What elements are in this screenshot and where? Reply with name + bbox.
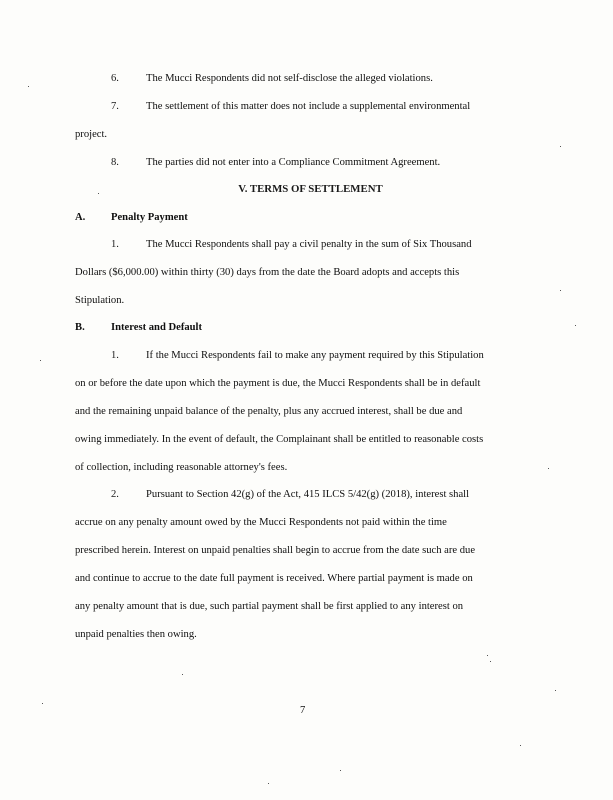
scan-speck <box>555 690 556 691</box>
subsection-a-letter: A. <box>75 212 86 223</box>
a-para1-line3: Stipulation. <box>75 295 125 306</box>
item-7-number: 7. <box>111 101 119 112</box>
b-para1-line2: on or before the date upon which the payment is due, the Mucci Respondents shall be in default <box>75 378 481 389</box>
scan-speck <box>560 290 561 291</box>
b-para2-number: 2. <box>111 489 119 500</box>
subsection-a-title: Penalty Payment <box>111 212 188 223</box>
b-para1-line4: owing immediately. In the event of default, the Complainant shall be entitled to reasonable costs <box>75 434 484 445</box>
scan-speck <box>575 325 576 326</box>
subsection-b-letter: B. <box>75 322 85 333</box>
b-para2-line3: prescribed herein. Interest on unpaid penalties shall begin to accrue from the date such are due <box>75 545 476 556</box>
item-7-text-line2: project. <box>75 129 108 140</box>
page-number: 7 <box>300 705 306 716</box>
scan-speck <box>548 468 549 469</box>
scan-speck <box>487 655 488 656</box>
section-title: V. TERMS OF SETTLEMENT <box>238 183 383 195</box>
a-para1-line2: Dollars ($6,000.00) within thirty (30) days from the date the Board adopts and accepts this <box>75 267 460 278</box>
subsection-b-title: Interest and Default <box>111 322 203 333</box>
item-7-text-line1: The settlement of this matter does not include a supplemental environmental <box>146 101 471 112</box>
b-para2-line5: any penalty amount that is due, such partial payment shall be first applied to any interest on <box>75 601 464 612</box>
a-para1-line1: The Mucci Respondents shall pay a civil penalty in the sum of Six Thousand <box>146 239 472 250</box>
b-para1-line5: of collection, including reasonable attorney's fees. <box>75 462 288 473</box>
item-6-number: 6. <box>111 73 119 84</box>
scan-speck <box>268 783 269 784</box>
b-para2-line1: Pursuant to Section 42(g) of the Act, 415 ILCS 5/42(g) (2018), interest shall <box>146 489 470 500</box>
scan-speck <box>98 193 99 194</box>
b-para1-line1: If the Mucci Respondents fail to make any payment required by this Stipulation <box>146 350 484 361</box>
scan-speck <box>560 146 561 147</box>
scan-speck <box>182 674 183 675</box>
scan-speck <box>40 360 41 361</box>
scan-speck <box>490 661 491 662</box>
item-8-text: The parties did not enter into a Compliance Commitment Agreement. <box>146 157 441 168</box>
scan-speck <box>28 86 29 87</box>
b-para1-line3: and the remaining unpaid balance of the penalty, plus any accrued interest, shall be due and <box>75 406 463 417</box>
a-para1-number: 1. <box>111 239 119 250</box>
b-para2-line2: accrue on any penalty amount owed by the Mucci Respondents not paid within the time <box>75 517 447 528</box>
scan-speck <box>520 745 521 746</box>
scan-speck <box>42 703 43 704</box>
b-para2-line6: unpaid penalties then owing. <box>75 629 197 640</box>
item-8-number: 8. <box>111 157 119 168</box>
b-para1-number: 1. <box>111 350 119 361</box>
b-para2-line4: and continue to accrue to the date full payment is received. Where partial payment is made on <box>75 573 473 584</box>
item-6-text: The Mucci Respondents did not self-disclose the alleged violations. <box>146 73 433 84</box>
scan-speck <box>340 770 341 771</box>
